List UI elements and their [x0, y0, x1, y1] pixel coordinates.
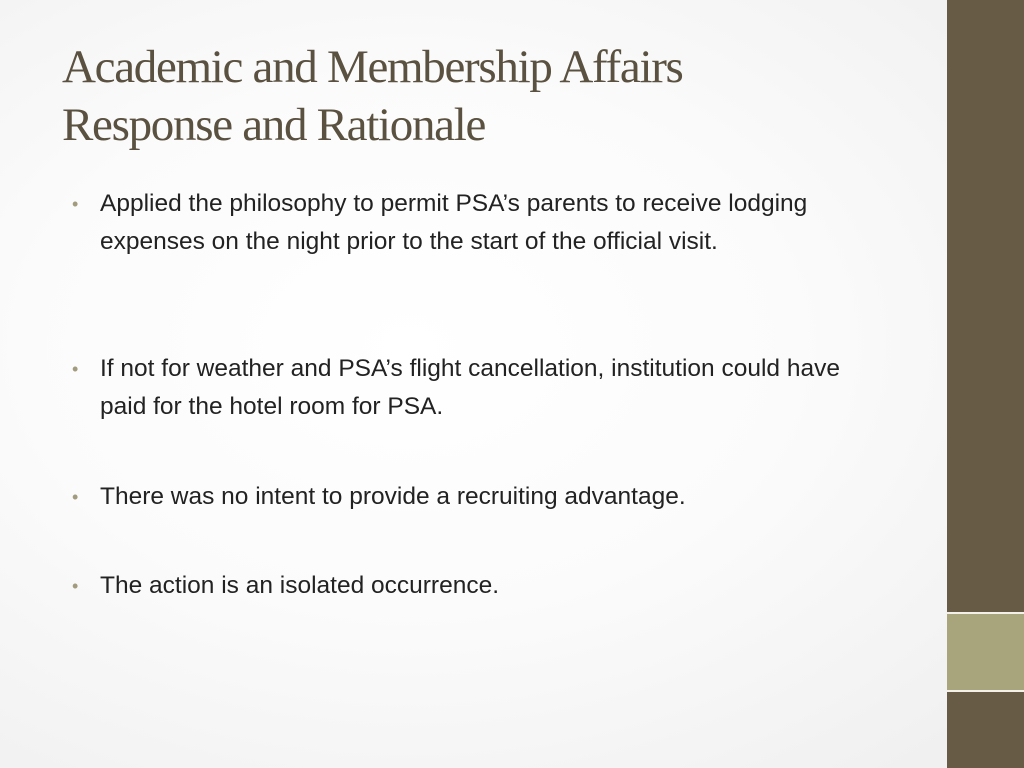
bullet-text: There was no intent to provide a recruiting advantage.	[100, 483, 686, 510]
bullet-icon: •	[72, 194, 79, 214]
decorative-sidebar	[947, 0, 1024, 768]
bullet-icon: •	[72, 576, 79, 596]
slide-title-line-1: Academic and Membership Affairs	[62, 41, 683, 93]
sidebar-accent-block	[947, 614, 1024, 690]
bullet-icon: •	[72, 487, 79, 507]
bullet-item	[72, 185, 892, 261]
bullet-item	[72, 350, 892, 426]
sidebar-divider	[947, 690, 1024, 692]
bullet-item	[72, 567, 892, 605]
bullet-text: The action is an isolated occurrence.	[100, 572, 500, 599]
slide-title-line-2: Response and Rationale	[62, 99, 486, 151]
bullet-item	[72, 478, 892, 516]
slide-title	[62, 38, 922, 154]
bullet-icon: •	[72, 359, 79, 379]
bullet-text: Applied the philosophy to permit PSA’s parents to receive lodging expenses on the night prior to the start of the official visit.	[100, 190, 808, 255]
bullet-text: If not for weather and PSA’s flight cancellation, institution could have paid for the hotel room for PSA.	[100, 355, 840, 420]
